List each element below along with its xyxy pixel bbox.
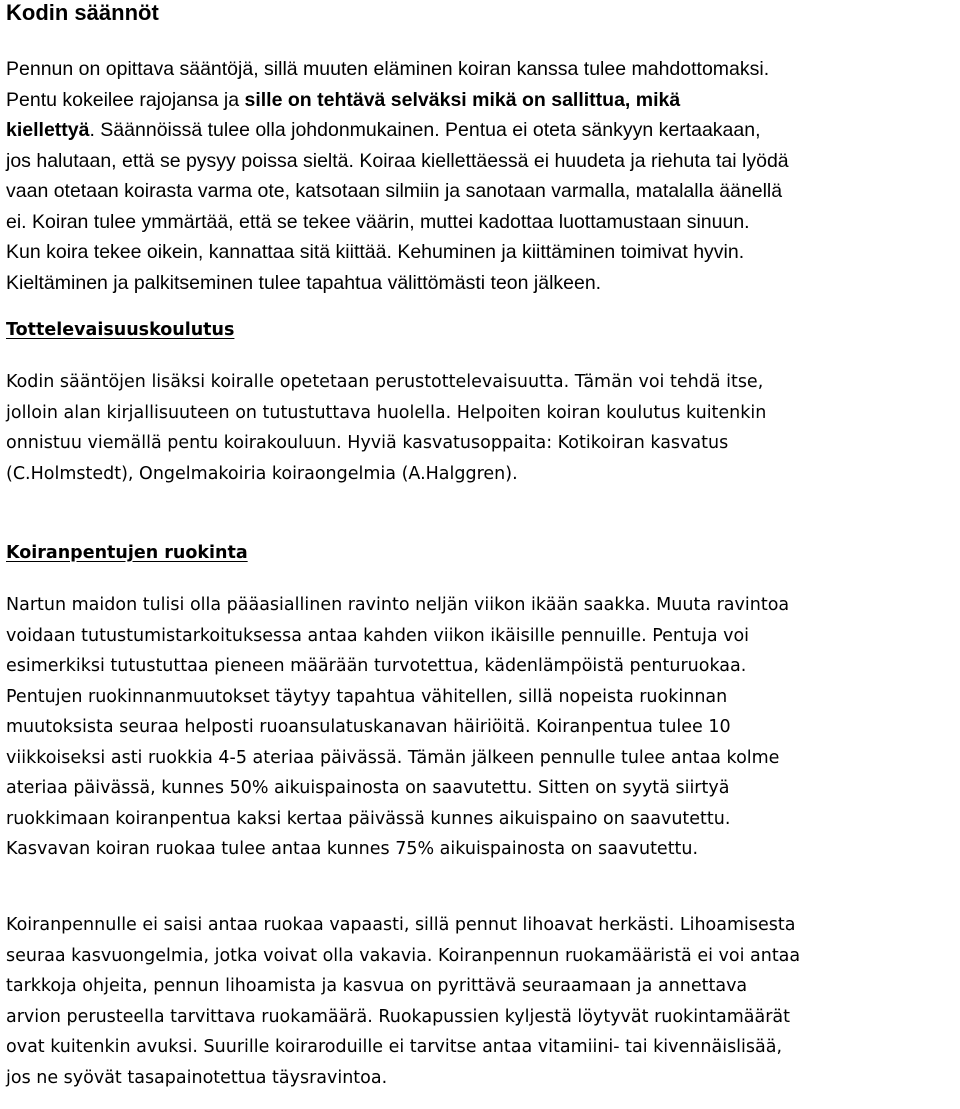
text-line: Nartun maidon tulisi olla pääasiallinen ravinto neljän viikon ikään saakka. Muuta ravintoa bbox=[6, 595, 790, 615]
text-line: viikkoiseksi asti ruokkia 4-5 ateriaa päivässä. Tämän jälkeen pennulle tulee antaa kolme bbox=[6, 747, 780, 768]
text-line: ovat kuitenkin avuksi. Suurille koiraroduille ei tarvitse antaa vitamiini- tai kivennäislisää, bbox=[6, 1037, 783, 1057]
text-run: Pennun on opittava sääntöjä, sillä muuten eläminen koiran kanssa tulee mahdottomaksi. bbox=[6, 58, 770, 80]
text-run: ei. Koiran tulee ymmärtää, että se tekee väärin, muttei kadottaa luottamustaan sinuun. bbox=[6, 210, 750, 233]
text-line bbox=[6, 115, 956, 146]
section-heading-koiranpentujen-ruokinta: Koiranpentujen ruokinta bbox=[6, 543, 248, 563]
text-line bbox=[6, 268, 956, 299]
section-title-kodin-saannot: Kodin säännöt bbox=[6, 0, 159, 25]
text-line: voidaan tutustumistarkoituksessa antaa kahden viikon ikäisille pennuille. Pentuja voi bbox=[6, 625, 750, 646]
text-line bbox=[6, 146, 956, 177]
section2-paragraph bbox=[6, 367, 956, 489]
text-run: jos halutaan, että se pysyy poissa sieltä. Koiraa kiellettäessä ei huudeta ja riehuta tai lyödä bbox=[6, 149, 789, 172]
text-run: Pentu kokeilee rajojansa ja bbox=[6, 88, 245, 111]
text-run: Kieltäminen ja palkitseminen tulee tapahtua välittömästi teon jälkeen. bbox=[6, 271, 602, 294]
text-line bbox=[6, 54, 956, 85]
text-line: muutoksista seuraa helposti ruoansulatuskanavan häiriöitä. Koiranpentua tulee 10 bbox=[6, 717, 731, 737]
bold-text-run: kiellettyä bbox=[6, 119, 90, 141]
text-line: seuraa kasvuongelmia, jotka voivat olla vakavia. Koiranpennun ruokamääristä ei voi antaa bbox=[6, 945, 801, 966]
text-line bbox=[6, 207, 956, 238]
section3-paragraph-1 bbox=[6, 590, 956, 865]
text-line: Kodin sääntöjen lisäksi koiralle opetetaan perustottelevaisuutta. Tämän voi tehdä itse, bbox=[6, 372, 764, 392]
text-line bbox=[6, 85, 956, 116]
section3-paragraph-2 bbox=[6, 910, 956, 1093]
text-line: arvion perusteella tarvittava ruokamäärä. Ruokapussien kyljestä löytyvät ruokintamäärät bbox=[6, 1006, 791, 1027]
text-line: jolloin alan kirjallisuuteen on tutustuttava huolella. Helpoiten koiran koulutus kuitenkin bbox=[6, 402, 767, 423]
text-line bbox=[6, 176, 956, 207]
text-line: onnistuu viemällä pentu koirakouluun. Hyviä kasvatusoppaita: Kotikoiran kasvatus bbox=[6, 433, 729, 453]
text-line: ateriaa päivässä, kunnes 50% aikuispainosta on saavutettu. Sitten on syytä siirtyä bbox=[6, 778, 730, 798]
text-line bbox=[6, 237, 956, 268]
section1-paragraph bbox=[6, 54, 956, 298]
text-line: jos ne syövät tasapainotettua täysravintoa. bbox=[6, 1067, 388, 1088]
text-line: Pentujen ruokinnanmuutokset täytyy tapahtua vähitellen, sillä nopeista ruokinnan bbox=[6, 686, 728, 707]
text-line: Koiranpennulle ei saisi antaa ruokaa vapaasti, sillä pennut lihoavat herkästi. Lihoamisesta bbox=[6, 915, 796, 935]
text-line: tarkkoja ohjeita, pennun lihoamista ja kasvua on pyrittävä seuraamaan ja annettava bbox=[6, 976, 748, 996]
text-line: ruokkimaan koiranpentua kaksi kertaa päivässä kunnes aikuispaino on saavutettu. bbox=[6, 808, 731, 829]
text-line: esimerkiksi tutustuttaa pieneen määrään turvotettua, kädenlämpöistä penturuokaa. bbox=[6, 656, 747, 676]
text-line: Kasvavan koiran ruokaa tulee antaa kunnes 75% aikuispainosta on saavutettu. bbox=[6, 839, 699, 859]
text-run: vaan otetaan koirasta varma ote, katsotaan silmiin ja sanotaan varmalla, matalalla äänellä bbox=[6, 180, 783, 202]
section-heading-tottelevaisuuskoulutus: Tottelevaisuuskoulutus bbox=[6, 320, 235, 340]
text-run: . Säännöissä tulee olla johdonmukainen. Pentua ei oteta sänkyyn kertaakaan, bbox=[89, 119, 761, 141]
bold-text-run: sille on tehtävä selväksi mikä on sallittua, mikä bbox=[244, 88, 681, 111]
text-line: (C.Holmstedt), Ongelmakoiria koiraongelmia (A.Halggren). bbox=[6, 463, 518, 484]
text-run: Kun koira tekee oikein, kannattaa sitä kiittää. Kehuminen ja kiittäminen toimivat hyvin. bbox=[6, 241, 745, 263]
